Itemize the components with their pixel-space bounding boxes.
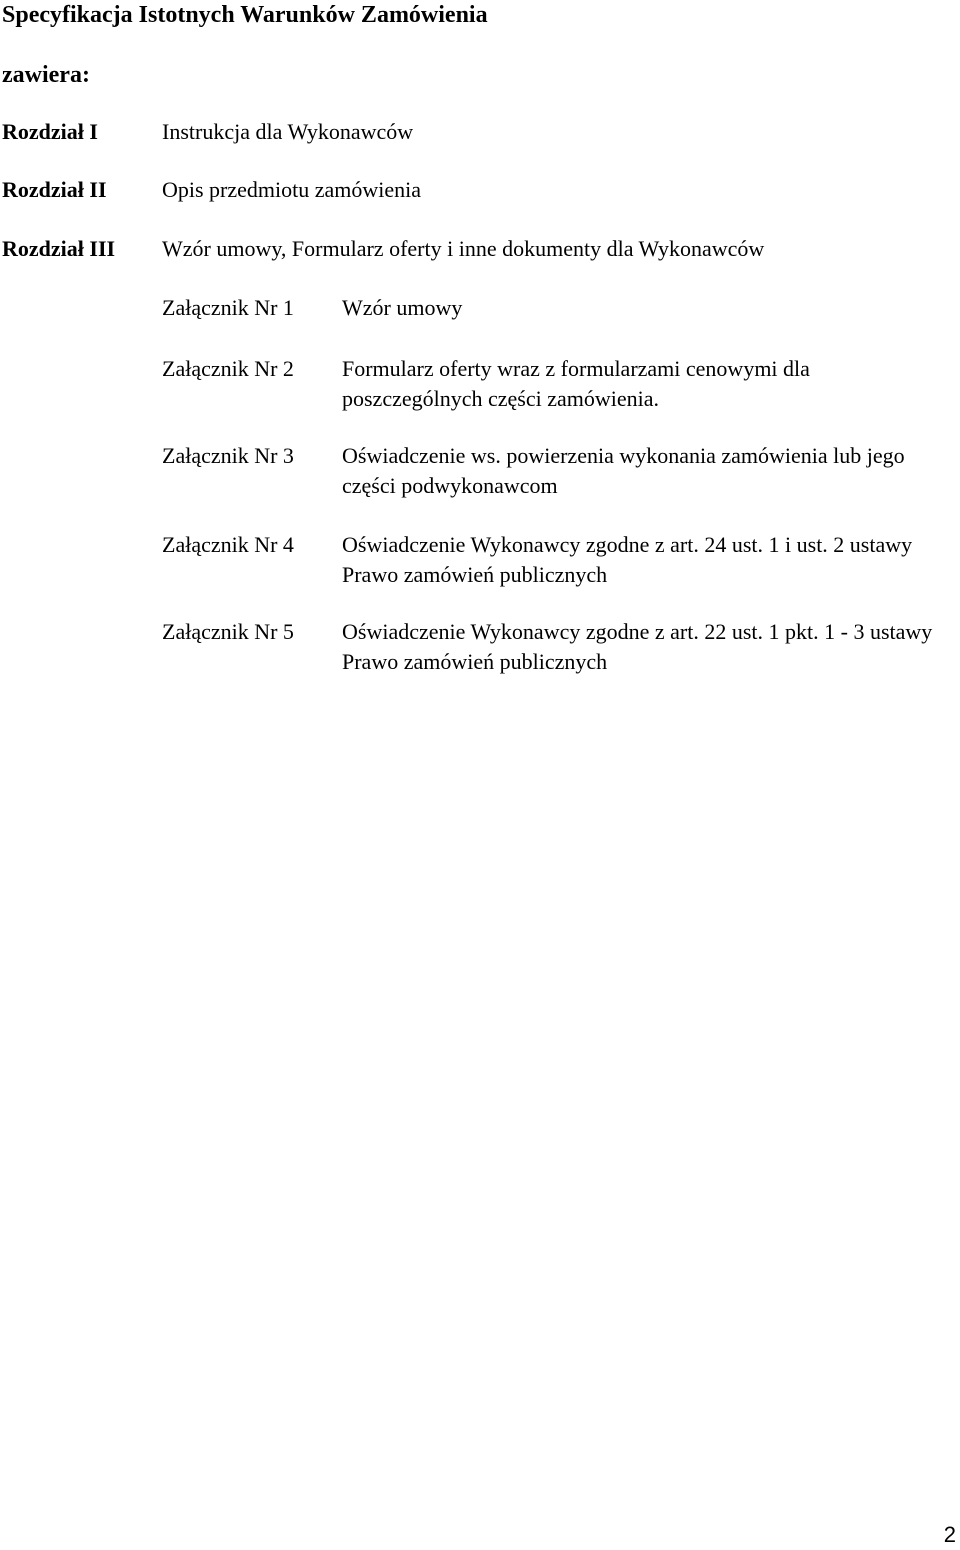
- attachment-description: Oświadczenie Wykonawcy zgodne z art. 22 ust. 1 pkt. 1 - 3 ustawy Prawo zamówień publicznych: [342, 619, 933, 674]
- attachment-label: Załącznik Nr 4: [162, 532, 294, 557]
- document-title: Specyfikacja Istotnych Warunków Zamówienia: [2, 2, 488, 28]
- chapter-title: Wzór umowy, Formularz oferty i inne dokumenty dla Wykonawców: [162, 236, 765, 261]
- attachment-description: Wzór umowy: [342, 295, 463, 320]
- page-number: 2: [943, 1522, 956, 1547]
- attachment-description: Oświadczenie Wykonawcy zgodne z art. 24 ust. 1 i ust. 2 ustawy Prawo zamówień publicznych: [342, 532, 913, 587]
- chapter-label: Rozdział I: [2, 119, 98, 144]
- chapter-label: Rozdział II: [2, 177, 107, 202]
- chapter-title: Instrukcja dla Wykonawców: [162, 119, 414, 144]
- attachment-label: Załącznik Nr 1: [162, 295, 294, 320]
- chapter-label: Rozdział III: [2, 236, 116, 261]
- attachment-label: Załącznik Nr 5: [162, 619, 294, 644]
- attachment-description: Formularz oferty wraz z formularzami cenowymi dla poszczególnych części zamówienia.: [342, 356, 810, 411]
- chapter-title: Opis przedmiotu zamówienia: [162, 177, 422, 202]
- document-subtitle: zawiera:: [2, 62, 90, 88]
- attachment-label: Załącznik Nr 3: [162, 443, 294, 468]
- attachment-description: Oświadczenie ws. powierzenia wykonania zamówienia lub jego części podwykonawcom: [342, 443, 905, 498]
- attachment-label: Załącznik Nr 2: [162, 356, 294, 381]
